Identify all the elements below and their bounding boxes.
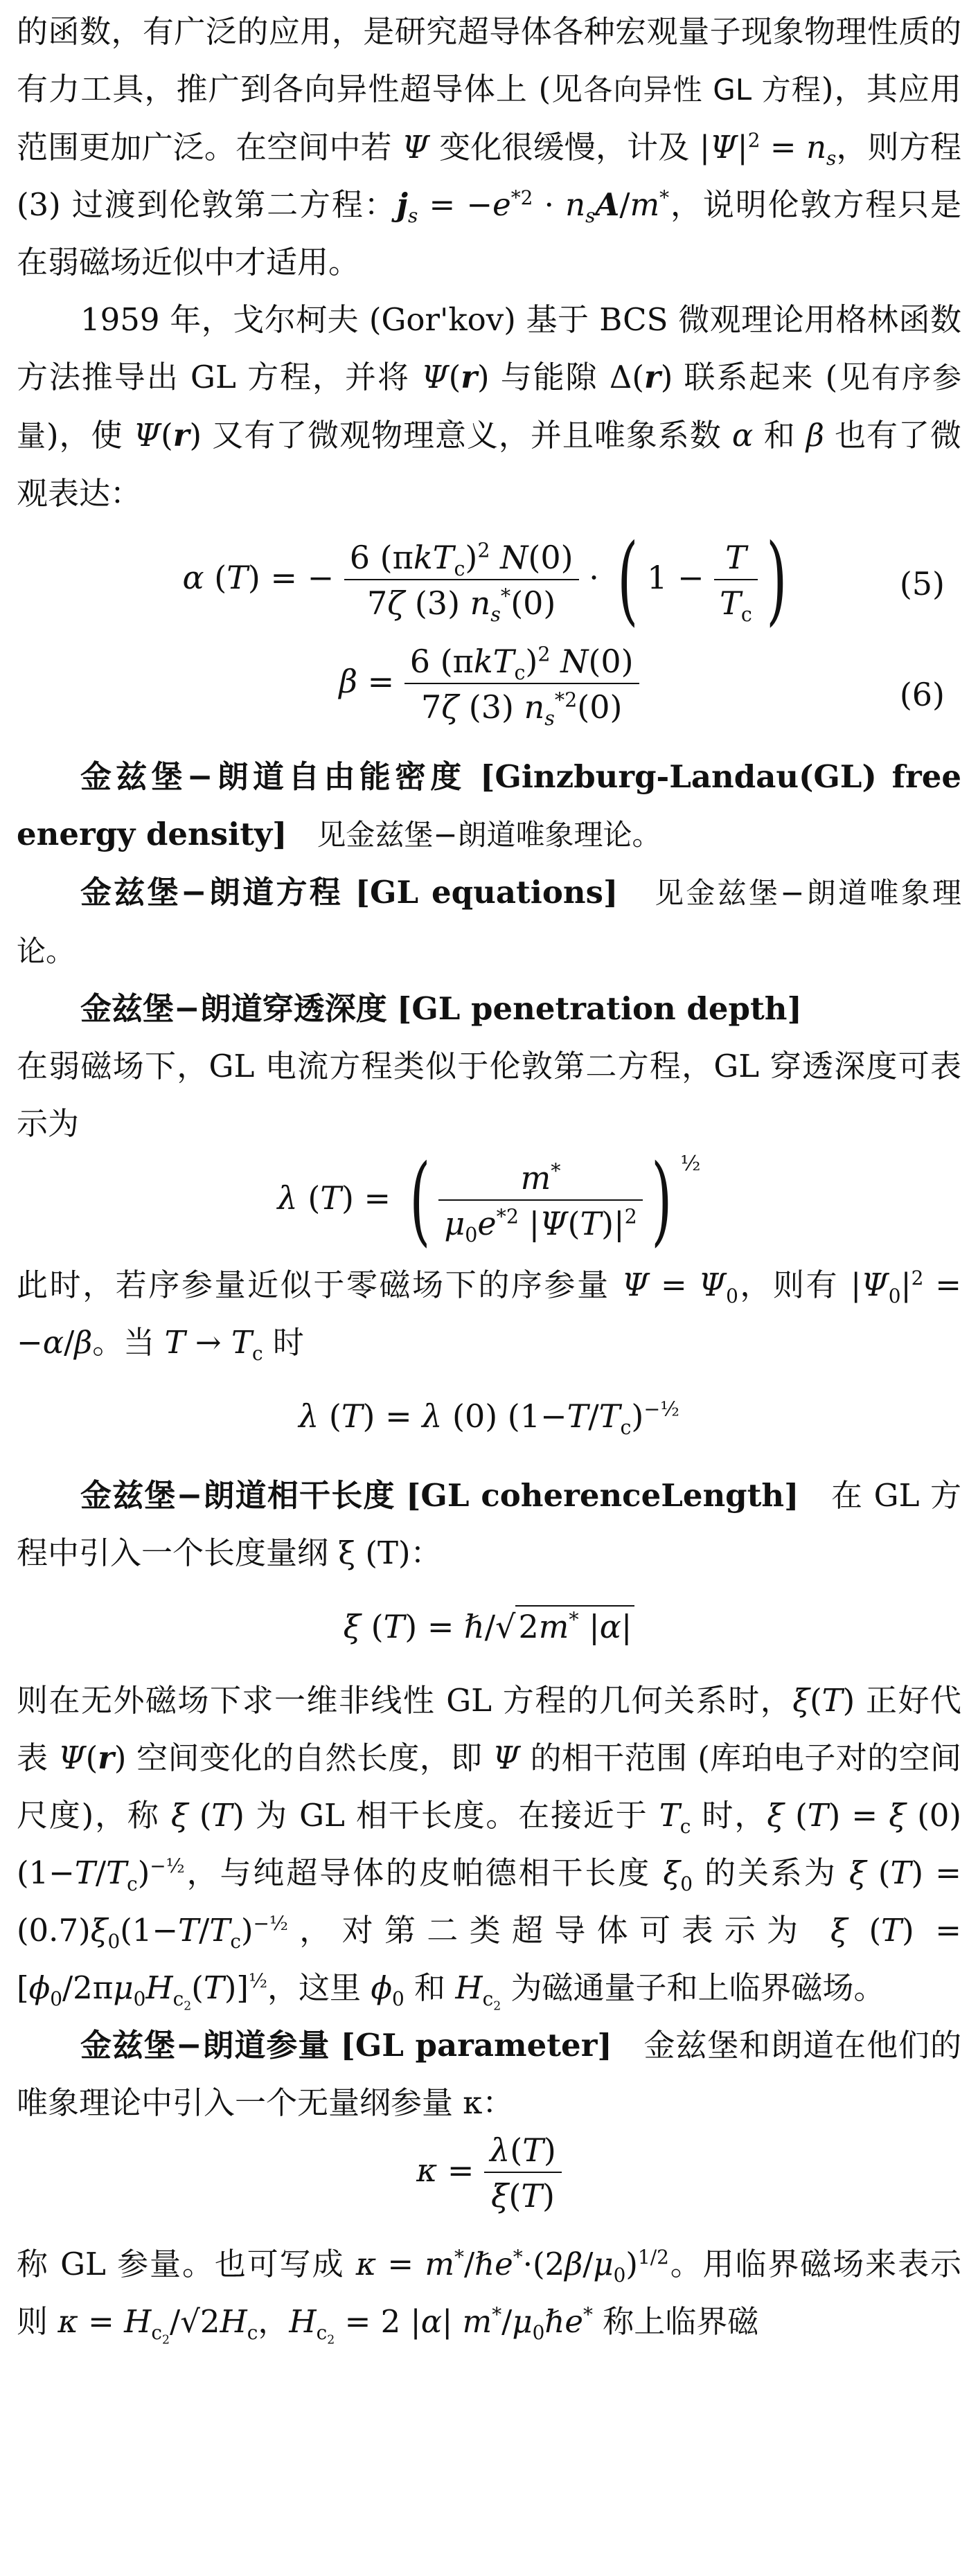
equation-penetration-depth: λ (T) = ( $\frac{m^*}{\mu_0e^{*2} |\Psi(T)|^2}$ ) $^{\frac{1}{2}}$ xyxy=(277,1144,701,1257)
equation-6: β = $\frac{6 (\pi kT_c)^2 N(0)}{7\zeta (3) n_s^{*2}(0)}$ (6) xyxy=(339,643,945,731)
entry-body: 在 GL 方程中引入一个长度量纲 ξ (T)： xyxy=(17,1477,961,1571)
equation-5: α (T) = − $\frac{6 (\pi kT_c)^2 N(0)}{7\zeta (3) n_s^*(0)}$ · ( 1 − $\frac{T}{T_c}$ ) (5) xyxy=(182,524,945,636)
entry-body: 在弱磁场下，GL 电流方程类似于伦敦第二方程，GL 穿透深度可表示为 xyxy=(17,1048,961,1142)
entry-english: [GL coherenceLength] xyxy=(406,1477,799,1514)
equation-5-number: (5) xyxy=(899,565,945,602)
entry-gl-parameter xyxy=(17,2016,961,2131)
equation-6-number: (6) xyxy=(899,676,945,713)
entry-gl-coherence-length xyxy=(17,1467,961,1582)
entry-headword: 金兹堡−朗道相干长度 xyxy=(80,1477,395,1514)
entry-headword: 金兹堡−朗道参量 xyxy=(80,2027,330,2064)
entry-english: [GL parameter] xyxy=(340,2027,612,2064)
entry-reference: 见金兹堡−朗道唯象理论。 xyxy=(317,818,661,852)
entry-body: 金兹堡和朗道在他们的唯象理论中引入一个无量纲参量 κ： xyxy=(17,2027,961,2121)
equation-penetration-limit: λ (T) = λ (0) $(1-T/T_c)^{-\frac{1}{2}}$ xyxy=(299,1397,679,1440)
entry-body-continued: 称 GL 参量。也可写成 $\kappa = m^*/\hbar e^*\cdot(2\beta/\mu_0)^{1/2}$。用临界磁场来表示则 $\kappa = H_{c_2}/√2H_c$，$H_{c_2} = 2$ |α| $m^*/\mu_0\hbar e^*$ 称上临界磁 xyxy=(17,2246,961,2347)
entry-headword: 金兹堡−朗道自由能密度 xyxy=(80,758,466,795)
entry-gl-penetration-depth xyxy=(17,980,961,1037)
paragraph-gl-applications: 的函数，有广泛的应用，是研究超导体各种宏观量子现象物理性质的有力工具，推广到各向异性超导体上 (见各向异性 GL 方程)，其应用范围更加广泛。在空间中若 Ψ 变化很缓慢，计及 $|\Psi|^2 = n_s$，则方程 (3) 过渡到伦敦第二方程：$j_s = -e^{*2} \cdot n_sA/m^*$，说明伦敦方程只是在弱磁场近似中才适用。 xyxy=(17,13,961,280)
entry-english: [Ginzburg-Landau(GL) free energy density] xyxy=(17,758,961,852)
entry-english: [GL penetration depth] xyxy=(397,990,802,1027)
equation-gl-parameter: κ = $\frac{\lambda(T)}{\xi(T)}$ xyxy=(17,2131,961,2235)
entry-gl-equations xyxy=(17,864,961,980)
paragraph-gorkov: 1959 年，戈尔柯夫 (Gor'kov) 基于 BCS 微观理论用格林函数方法推导出 GL 方程，并将 Ψ(r) 与能隙 Δ(r) 联系起来 (见有序参量)，使 Ψ(r) 又有了微观物理意义，并且唯象系数 α 和 β 也有了微观表达： xyxy=(17,301,961,512)
entry-body-continued: 则在无外磁场下求一维非线性 GL 方程的几何关系时，ξ(T) 正好代表 Ψ(r) 空间变化的自然长度，即 Ψ 的相干范围 (库珀电子对的空间尺度)，称 ξ (T) 为 GL 相干长度。在接近于 $T_c$ 时，ξ (T) = ξ (0) $(1-T/T_c)^{-\frac{1}{2}}$，与纯超导体的皮帕德相干长度 $\xi_0$ 的关系为 ξ $(T) = (0.7)\xi_0(1-T/T_c)^{-\frac{1}{2}}$，对第二类超导体可表示为 ξ $(T) = [\phi_0/2\pi\mu_0H_{c_2}(T)]^{\frac{1}{2}}$，这里 $\phi_0$ 和 $H_{c_2}$ 为磁通量子和上临界磁场。 xyxy=(17,1682,961,2014)
entry-english: [GL equations] xyxy=(355,874,619,911)
equation-coherence-length: ξ (T) = ℏ/√2m* |α| xyxy=(17,1582,961,1672)
entry-headword: 金兹堡−朗道穿透深度 xyxy=(80,990,387,1027)
entry-reference: 见金兹堡−朗道唯象理论。 xyxy=(17,876,961,968)
entry-headword: 金兹堡−朗道方程 xyxy=(80,874,344,911)
entry-body-continued: 此时，若序参量近似于零磁场下的序参量 $\Psi = \Psi_0$，则有 $|\Psi_0|^2 = -\alpha/\beta$。当 $T \to T_c$ 时 xyxy=(17,1267,961,1365)
entry-gl-free-energy-density xyxy=(17,748,961,864)
